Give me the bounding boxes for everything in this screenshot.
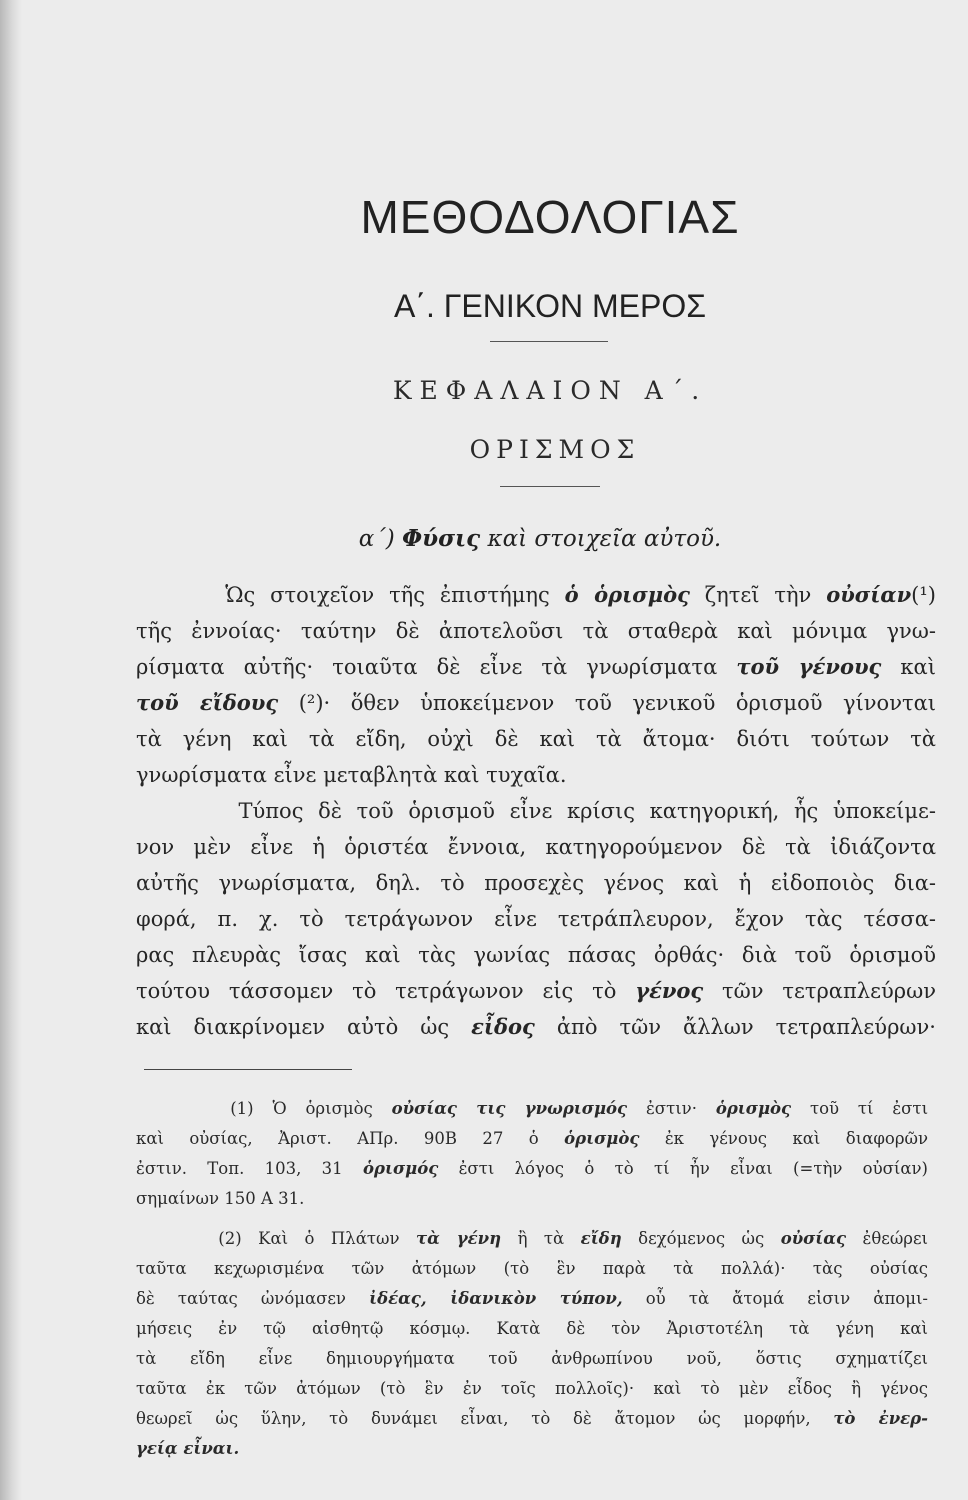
footnotes bbox=[136, 1094, 928, 1464]
body-line: γνωρίσματα εἶνε μεταβλητὰ καὶ τυχαῖα. bbox=[136, 763, 567, 787]
footnote-line: γείᾳ εἶναι. bbox=[136, 1439, 240, 1458]
body-line: τοῦ εἴδους (²)· ὅθεν ὑποκείμενον τοῦ γενικοῦ ὁρισμοῦ γίνονται bbox=[136, 690, 936, 715]
footnote-line: θεωρεῖ ὡς ὕλην, τὸ δυνάμει εἶναι, τὸ δὲ ἄτομον ὡς μορφήν, τὸ ἐνερ- bbox=[136, 1409, 928, 1428]
footnote-line: ταῦτα ἐκ τῶν ἀτόμων (τὸ ἓν ἐν τοῖς πολλοῖς)· καὶ τὸ μὲν εἶδος ἢ γένος bbox=[136, 1379, 928, 1398]
footnote-line: (1) Ὁ ὁρισμὸς οὐσίας τις γνωρισμός ἐστιν· ὁρισμὸς τοῦ τί ἐστι bbox=[230, 1099, 929, 1118]
body-line: τὰ γένη καὶ τὰ εἴδη, οὐχὶ δὲ καὶ τὰ ἄτομα· διότι τούτων τὰ bbox=[136, 727, 936, 751]
footnote-divider bbox=[144, 1069, 352, 1070]
chapter-heading: ΚΕΦΑΛΑΙΟΝ Α΄. bbox=[392, 376, 708, 405]
section-heading bbox=[260, 525, 820, 552]
section-title-bold: Φύσις bbox=[402, 525, 481, 552]
page-gutter-shadow bbox=[0, 0, 22, 1500]
body-line: αὐτῆς γνωρίσματα, δηλ. τὸ προσεχὲς γένος καὶ ἡ εἰδοποιὸς δια- bbox=[136, 871, 936, 895]
chapter-divider bbox=[500, 486, 600, 487]
footnote-line: (2) Καὶ ὁ Πλάτων τὰ γένη ἢ τὰ εἴδη δεχόμενος ὡς οὐσίας ἐθεώρει bbox=[218, 1229, 929, 1248]
body-line: Τύπος δὲ τοῦ ὁρισμοῦ εἶνε κρίσις κατηγορική, ἧς ὑποκείμε- bbox=[238, 799, 936, 823]
footnote-line: τὰ εἴδη εἶνε δημιουργήματα τοῦ ἀνθρωπίνου νοῦ, ὅστις σχηματίζει bbox=[136, 1349, 928, 1368]
footnote-line: σημαίνων 150 Α 31. bbox=[136, 1189, 305, 1208]
footnote-line: ἐστιν. Τοπ. 103, 31 ὁρισμός ἐστι λόγος ὁ τὸ τί ἦν εἶναι (=τὴν οὐσίαν) bbox=[136, 1159, 928, 1178]
chapter-topic: ΟΡΙΣΜΟΣ bbox=[469, 435, 641, 464]
footnote-line: μήσεις ἐν τῷ αἰσθητῷ κόσμῳ. Κατὰ δὲ τὸν Ἀριστοτέλη τὰ γένη καὶ bbox=[136, 1319, 928, 1338]
section-number: α΄) bbox=[358, 526, 395, 552]
body-line: τῆς ἐννοίας· ταύτην δὲ ἀποτελοῦσι τὰ σταθερὰ καὶ μόνιμα γνω- bbox=[136, 619, 936, 643]
page-title: ΜΕΘΟΔΟΛΟΓΙΑΣ bbox=[360, 191, 740, 243]
body-line: νον μὲν εἶνε ἡ ὁριστέα ἔννοια, κατηγορούμενον δὲ τὰ ἰδιάζοντα bbox=[136, 835, 936, 859]
body-line: ρας πλευρὰς ἴσας καὶ τὰς γωνίας πάσας ὀρθάς· διὰ τοῦ ὁρισμοῦ bbox=[136, 943, 936, 967]
body-line: φορά, π. χ. τὸ τετράγωνον εἶνε τετράπλευρον, ἔχον τὰς τέσσα- bbox=[136, 907, 936, 931]
footnote-line: δὲ ταύτας ὠνόμασεν ἰδέας, ἰδανικὸν τύπον, οὗ τὰ ἄτομά εἰσιν ἀπομι- bbox=[136, 1289, 928, 1308]
body-text bbox=[136, 577, 936, 1045]
body-line: ρίσματα αὐτῆς· τοιαῦτα δὲ εἶνε τὰ γνωρίσματα τοῦ γένους καὶ bbox=[136, 654, 936, 679]
body-line: Ὡς στοιχεῖον τῆς ἐπιστήμης ὁ ὁρισμὸς ζητεῖ τὴν οὐσίαν(¹) bbox=[225, 582, 936, 607]
section-title-rest: καὶ στοιχεῖα αὐτοῦ. bbox=[487, 526, 722, 552]
body-line: τούτου τάσσομεν τὸ τετράγωνον εἰς τὸ γένος τῶν τετραπλεύρων bbox=[136, 978, 936, 1003]
body-line: καὶ διακρίνομεν αὐτὸ ὡς εἶδος ἀπὸ τῶν ἄλλων τετραπλεύρων· bbox=[136, 1014, 936, 1039]
title-divider bbox=[490, 341, 608, 342]
footnote-line: ταῦτα κεχωρισμένα τῶν ἀτόμων (τὸ ἓν παρὰ τὰ πολλά)· τὰς οὐσίας bbox=[136, 1259, 928, 1278]
footnote-line: καὶ οὐσίας, Ἀριστ. ΑΠρ. 90Β 27 ὁ ὁρισμὸς ἐκ γένους καὶ διαφορῶν bbox=[136, 1129, 929, 1148]
part-subtitle: Α΄. ΓΕΝΙΚΟΝ ΜΕΡΟΣ bbox=[393, 288, 706, 324]
